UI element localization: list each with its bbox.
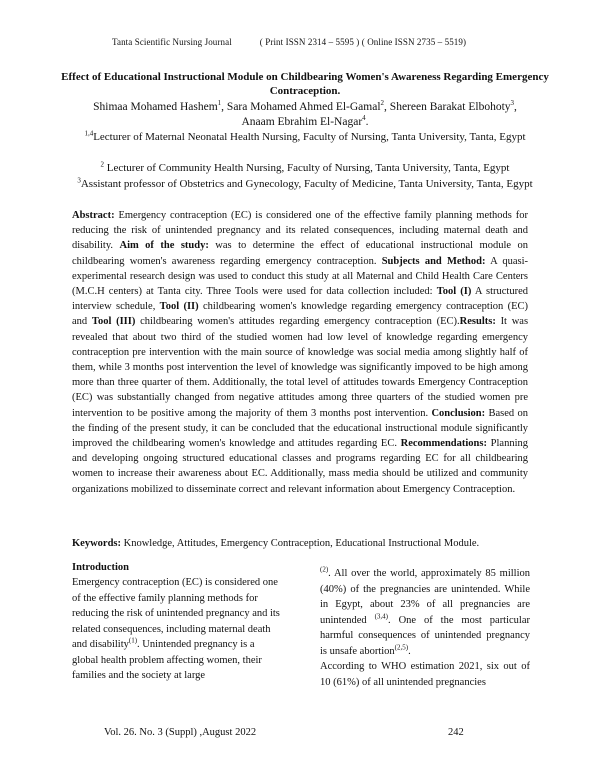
keywords-label: Keywords: xyxy=(72,538,121,549)
abstract-text: Emergency contraception (EC) is considered one of the effective family planning methods for reducing the risk of unintended pregnancy and its related consequences, including maternal death and disability. xyxy=(72,210,528,252)
author-name: Shimaa Mohamed Hashem xyxy=(93,101,218,113)
subjects-text: A quasi-experimental research design was used to conduct this study at all Maternal and Child Health Care Centers (M.C.H centers) at Tanta city. Three Tools were used for data collection included: xyxy=(72,255,528,298)
citation: (2,5) xyxy=(394,643,409,651)
affiliation-text: Lecturer of Community Health Nursing, Faculty of Nursing, Tanta University, Tanta, Egypt xyxy=(106,162,510,174)
results-label: Results: xyxy=(459,316,496,328)
author-name: Shereen Barakat Elbohoty xyxy=(389,101,511,113)
intro-text: Emergency contraception (EC) is considered one of the effective family planning methods for reducing the risk of unintended pregnancy and its related consequences, including maternal death and disability xyxy=(72,577,280,650)
affiliation xyxy=(70,177,540,192)
recommendations-label: Recommendations: xyxy=(400,438,487,450)
footer-volume: Vol. 26. No. 3 (Suppl) ,August 2022 xyxy=(104,727,257,738)
tool3-text: childbearing women's attitudes regarding emergency contraception (EC). xyxy=(140,316,460,328)
author-sup: 3 xyxy=(510,99,515,108)
affiliation xyxy=(70,130,540,145)
aim-text: was to determine the effect of educational instructional module on childbearing women's awareness regarding emergency contraception. xyxy=(72,240,528,267)
aim-label: Aim of the study: xyxy=(119,240,209,252)
intro-text: . xyxy=(408,645,411,657)
tool2-label: Tool (II) xyxy=(159,301,199,313)
affiliation-sup: 3 xyxy=(77,176,81,185)
tool3-label: Tool (III) xyxy=(91,316,136,328)
intro-text: . One of the most particular harmful consequences of unintended pregnancy is unsafe abortion xyxy=(320,614,531,657)
affiliation-text: Assistant professor of Obstetrics and Gynecology, Faculty of Medicine, Tanta University, Tanta, Egypt xyxy=(80,178,533,190)
running-header xyxy=(112,37,466,47)
recommendations-text: Planning and developing ongoing structured educational classes and programs regarding EC for all childbearing women to increase their awareness about EC. Additionally, mass media should be utilized and community organizations mobilized to disseminate correct and relevant information about Emergency Contraception. xyxy=(72,438,529,495)
author-sup: 4 xyxy=(362,114,366,123)
issn-info: ( Print ISSN 2314 – 5595 ) ( Online ISSN 2735 – 5519) xyxy=(259,37,467,47)
tool1-text: A structured interview schedule, xyxy=(72,286,528,313)
tool1-label: Tool (I) xyxy=(436,286,472,298)
intro-text: . Unintended pregnancy is a global health problem affecting women, their families and the society at large xyxy=(72,639,262,681)
conclusion-text: Based on the finding of the present study, it can be concluded that the educational instructional module significantly improved the childbearing women's knowledge and attitudes regarding EC. xyxy=(72,407,528,450)
author-name: Anaam Ebrahim El-Nagar xyxy=(241,116,363,128)
keywords xyxy=(72,538,532,549)
abstract xyxy=(72,208,528,497)
abstract-label: Abstract: xyxy=(72,210,115,221)
paper-title: Effect of Educational Instructional Module on Childbearing Women's Awareness Regarding Emergency Contraception. xyxy=(61,71,549,97)
intro-column-right xyxy=(320,566,530,690)
tool2-text: childbearing women's knowledge regarding emergency contraception (EC) and xyxy=(72,301,528,328)
author-name: Sara Mohamed Ahmed El-Gamal xyxy=(226,101,381,113)
author-list: Shimaa Mohamed Hashem$^1$, Sara Mohamed Ahmed El-Gamal$^2$, Shereen Barakat Elbohoty$^3$, Anaam Ebrahim El-Nagar$^4$. xyxy=(93,99,517,128)
citation: (3,4) xyxy=(374,612,389,620)
intro-text: According to WHO estimation 2021, six out of 10 (61%) of all unintended pregnancies xyxy=(320,661,530,688)
author-sup: 2 xyxy=(380,99,385,108)
citation: (2) xyxy=(320,565,329,574)
results-text: It was revealed that about two third of the studied women had low level of knowledge regarding emergency contraception pre intervention with the main source of knowledge was social media among slightly half of them, while 3 months post intervention the level of knowledge was significantly impoved to be high among more than three quarter of them. Additionally, the total level of attitudes towards Emergency Contraception (EC) was substantially changed from negative attitudes among three quarters of the studied women pre intervention to be positive among the majority of them 3 months post intervention. xyxy=(72,316,529,419)
affiliation xyxy=(70,161,540,176)
affiliation-text: Lecturer of Maternal Neonatal Health Nursing, Faculty of Nursing, Tanta University, Tanta, Egypt xyxy=(93,131,526,143)
keywords-text: Knowledge, Attitudes, Emergency Contraception, Educational Instructional Module. xyxy=(123,538,480,549)
conclusion-label: Conclusion: xyxy=(431,407,486,419)
page-number: 242 xyxy=(448,727,464,738)
subjects-label: Subjects and Method: xyxy=(381,255,486,267)
intro-column-left xyxy=(72,560,282,684)
journal-name: Tanta Scientific Nursing Journal xyxy=(112,37,232,47)
affiliation-sup: 1,4 xyxy=(84,129,94,138)
intro-text: . All over the world, approximately 85 million (40%) of the pregnancies are unintended. While in Egypt, about 23% of all pregnancies are unintended xyxy=(320,568,530,626)
author-sup: 1 xyxy=(217,99,222,108)
section-heading: Introduction xyxy=(72,562,129,573)
citation: (1) xyxy=(128,636,138,645)
affiliation-sup: 2 xyxy=(100,160,104,169)
